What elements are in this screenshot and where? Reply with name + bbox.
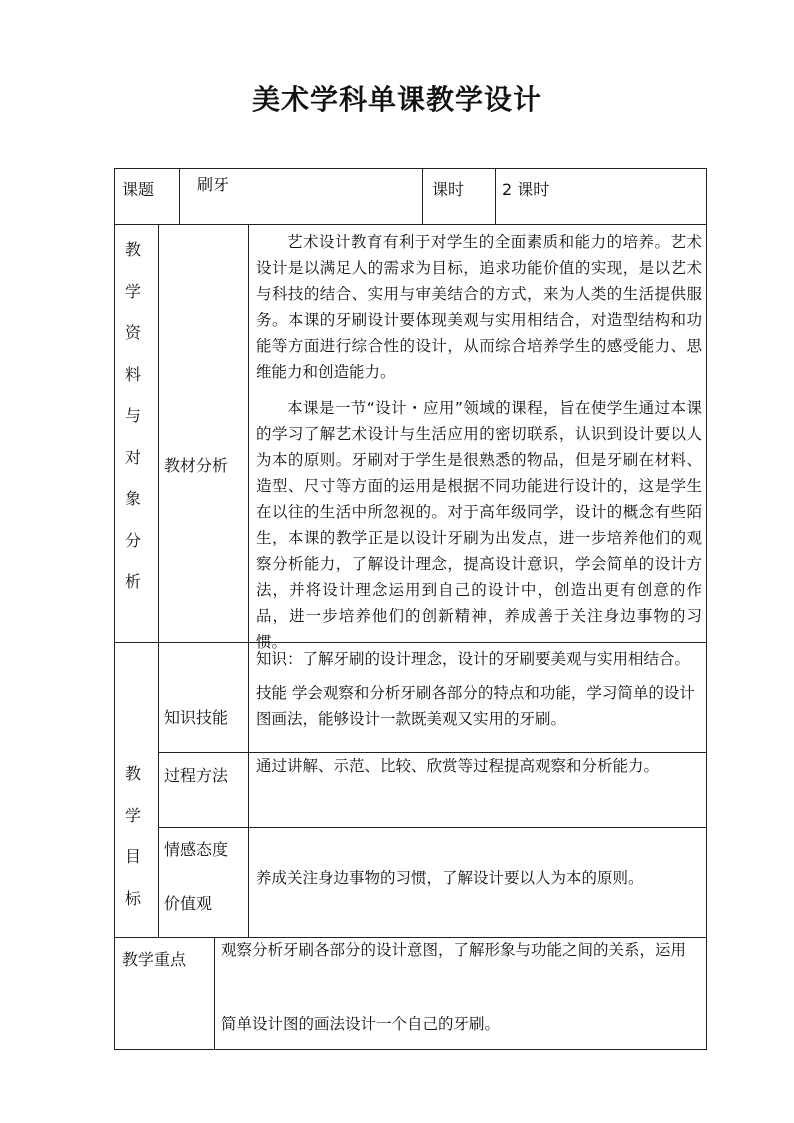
lesson-design-table [114, 168, 707, 1050]
col-divider-keypoints [214, 937, 215, 1049]
col-divider-side [158, 224, 159, 937]
attitude-text: 养成关注身边事物的习惯，了解设计要以人为本的原则。 [256, 869, 644, 887]
goals-side-label: 教学目标 [124, 764, 141, 908]
key-points-line2: 简单设计图的画法设计一个自己的牙刷。 [221, 1015, 501, 1033]
col-divider-hours-value [495, 169, 496, 224]
analysis-paragraph-1: 艺术设计教育有利于对学生的全面素质和能力的培养。艺术设计是以满足人的需求为目标，追求功能价值的实现，是以艺术与科技的结合、实用与审美结合的方式，来为人类的生活提供服务。本课的牙刷设计要体现美观与实用相结合，对造型结构和功能等方面进行综合性的设计，从而综合培养学生的感受能力、思维能力和创造能力。 [256, 233, 702, 381]
materials-side-label: 教学资料与对象分析 [124, 240, 141, 591]
key-points-line1: 观察分析牙刷各部分的设计意图，了解形象与功能之间的关系，运用 [221, 941, 687, 959]
knowledge-line: 知识：了解牙刷的设计理念，设计的牙刷要美观与实用相结合。 [256, 650, 691, 668]
process-method-label: 过程方法 [164, 766, 229, 785]
hours-label: 课时 [432, 180, 465, 199]
col-divider-sub [248, 224, 249, 937]
row-divider-process [158, 827, 706, 828]
hours-value: 2 课时 [502, 180, 550, 199]
page-title: 美术学科单课教学设计 [251, 83, 542, 116]
skills-line: 技能 学会观察和分析牙刷各部分的特点和功能，学习简单的设计图画法，能够设计一款既美观又实用的牙刷。 [256, 684, 695, 728]
col-divider-hours-label [422, 169, 423, 224]
attitude-label-line2: 价值观 [164, 894, 213, 913]
knowledge-skills-label: 知识技能 [164, 708, 229, 727]
knowledge-skills-text [256, 646, 708, 732]
topic-value: 刷牙 [197, 175, 230, 194]
textbook-analysis-label: 教材分析 [164, 456, 229, 475]
key-points-label: 教学重点 [122, 950, 187, 969]
textbook-analysis-text [256, 229, 702, 665]
col-divider-topic [179, 169, 180, 224]
topic-label: 课题 [122, 180, 155, 199]
attitude-label-line1: 情感态度 [164, 840, 229, 859]
process-method-text: 通过讲解、示范、比较、欣赏等过程提高观察和分析能力。 [256, 757, 660, 775]
analysis-paragraph-2: 本课是一节“设计・应用”领域的课程，旨在使学生通过本课的学习了解艺术设计与生活应用的密切联系，认识到设计要以人为本的原则。牙刷对于学生是很熟悉的物品，但是牙刷在材料、造型、尺寸等方面的运用是根据不同功能进行设计的，这是学生在以往的生活中所忽视的。对于高年级同学，设计的概念有些陌生，本课的教学正是以设计牙刷为出发点，进一步培养他们的观察分析能力，了解设计理念，提高设计意识，学会简单的设计方法，并将设计理念运用到自己的设计中，创造出更有创意的作品，进一步培养他们的创新精神，养成善于关注身边事物的习惯。 [256, 399, 702, 651]
row-divider-header [115, 224, 706, 225]
